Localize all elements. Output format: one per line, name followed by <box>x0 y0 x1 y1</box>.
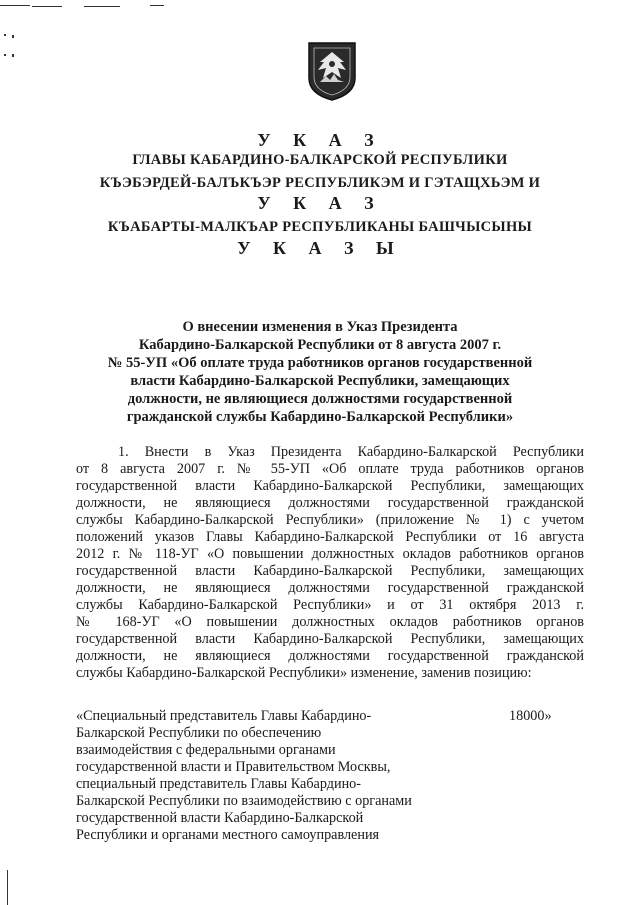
position-salary-value: 18000» <box>509 708 552 724</box>
scan-line-top-2 <box>32 6 62 7</box>
body-line: должности, не являющиеся должностями государственной гражданской <box>76 495 584 511</box>
body-line: от 8 августа 2007 г. № 55-УП «Об оплате труда работников органов <box>76 461 584 477</box>
title-line: должности, не являющиеся должностями государственной <box>127 391 513 407</box>
body-line: 2012 г. № 118-УГ «О повышении должностных окладов работников органов <box>76 546 584 562</box>
title-line: гражданской службы Кабардино-Балкарской Республики» <box>126 409 514 425</box>
scan-dot-3 <box>4 54 6 56</box>
body-line: положений указов Главы Кабардино-Балкарской Республики от 16 августа <box>76 529 584 545</box>
position-line: специальный представитель Главы Кабардино- <box>76 776 361 792</box>
title-line: № 55-УП «Об оплате труда работников органов государственной <box>107 355 533 371</box>
title-line: власти Кабардино-Балкарской Республики, замещающих <box>130 373 510 389</box>
body-line: должности, не являющиеся должностями государственной гражданской <box>76 648 584 664</box>
ukaz-heading-bal: У К А З Ы <box>237 238 403 258</box>
ukaz-heading-ru: У К А З <box>257 130 383 150</box>
body-line: государственной власти Кабардино-Балкарской Республики, замещающих <box>76 478 584 494</box>
body-line: государственной власти Кабардино-Балкарской Республики, замещающих <box>76 631 584 647</box>
position-line: «Специальный представитель Главы Кабардино- <box>76 708 372 724</box>
scan-dot-4 <box>12 54 14 57</box>
scan-line-top-3 <box>84 6 120 7</box>
scan-line-top-4 <box>150 5 164 6</box>
body-line: службы Кабардино-Балкарской Республики» (приложение № 1) с учетом <box>76 512 584 528</box>
position-line: государственной власти и Правительством Москвы, <box>76 759 391 775</box>
document-title <box>0 318 640 426</box>
title-line: О внесении изменения в Указ Президента <box>182 319 458 335</box>
body-line: 1. Внести в Указ Президента Кабардино-Балкарской Республики <box>118 444 584 460</box>
position-line: Балкарской Республики по взаимодействию с органами <box>76 793 412 809</box>
body-line: № 168-УГ «О повышении должностных окладов работников органов <box>76 614 584 630</box>
head-title-ru: ГЛАВЫ КАБАРДИНО-БАЛКАРСКОЙ РЕСПУБЛИКИ <box>132 152 508 168</box>
position-line: взаимодействия с федеральными органами <box>76 742 336 758</box>
scan-dot-2 <box>12 35 14 38</box>
body-line: службы Кабардино-Балкарской Республики» и от 31 октября 2013 г. <box>76 597 584 613</box>
head-title-bal: КЪАБАРТЫ-МАЛКЪАР РЕСПУБЛИКАНЫ БАШЧЫСЫНЫ <box>107 219 533 235</box>
scan-margin-line <box>7 870 8 905</box>
body-line: службы Кабардино-Балкарской Республики» изменение, заменив позицию: <box>76 665 532 681</box>
position-line: Республики и органами местного самоуправления <box>76 827 380 843</box>
head-title-kab: КЪЭБЭРДЕЙ-БАЛЪКЪЭР РЕСПУБЛИКЭМ И ГЭТАЩХЬЭМ И <box>99 175 541 191</box>
position-line: Балкарской Республики по обеспечению <box>76 725 322 741</box>
coat-of-arms-emblem <box>306 40 358 102</box>
scan-dot-1 <box>4 34 6 36</box>
title-line: Кабардино-Балкарской Республики от 8 августа 2007 г. <box>138 337 502 353</box>
scan-line-top-1 <box>0 5 30 6</box>
position-line: государственной власти Кабардино-Балкарской <box>76 810 364 826</box>
body-line: государственной власти Кабардино-Балкарской Республики, замещающих <box>76 563 584 579</box>
ukaz-heading-kab: У К А З <box>257 193 383 213</box>
body-line: должности, не являющиеся должностями государственной гражданской <box>76 580 584 596</box>
